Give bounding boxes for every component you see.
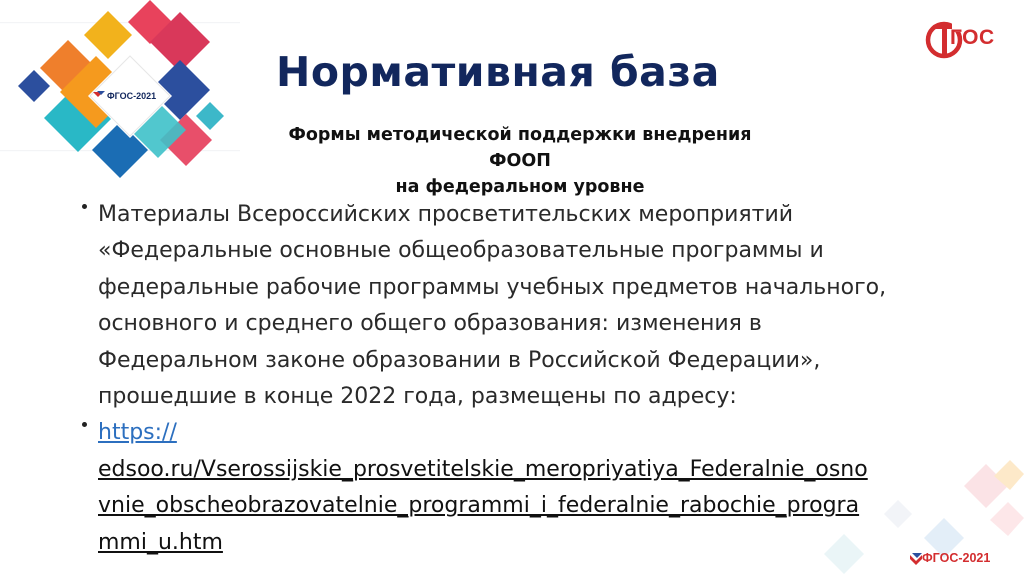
text-line: «Федеральные основные общеобразовательные программы и	[98, 238, 824, 264]
fgos-logo-text: ГОС	[950, 26, 995, 49]
link-line[interactable]: https://	[98, 420, 177, 446]
text-line: основного и среднего общего образования: изменения в	[98, 311, 762, 337]
list-item	[82, 197, 992, 415]
text-line: Материалы Всероссийских просветительских мероприятий	[98, 202, 794, 227]
text-line: Федеральном законе образовании в Российской Федерации»,	[98, 347, 821, 373]
link-line[interactable]: edsoo.ru/Vserossijskie_prosvetitelskie_meropriyatiya_Federalnie_osno	[98, 456, 868, 482]
text-line: прошедшие в конце 2022 года, размещены по адресу:	[98, 384, 737, 410]
bullet-icon	[82, 204, 87, 209]
fgos-badge-text: ФГОС-2021	[107, 91, 157, 101]
page-subtitle	[270, 122, 770, 200]
bullet-text-materials	[98, 197, 992, 415]
subtitle-line-2: на федеральном уровне	[395, 177, 645, 197]
decorative-diamond-cluster	[0, 0, 240, 190]
fgos-footer-badge: ФГОС-2021	[922, 551, 991, 565]
page-title: Нормативная база	[276, 48, 720, 96]
bullet-icon	[82, 422, 87, 427]
text-line: федеральные рабочие программы учебных предметов начального,	[98, 274, 887, 300]
subtitle-line-1: Формы методической поддержки внедрения ФООП	[288, 125, 752, 171]
link-line[interactable]: vnie_obscheobrazovatelnie_programmi_i_federalnie_rabochie_progra	[98, 493, 860, 519]
link-line[interactable]: mmi_u.htm	[98, 529, 223, 555]
